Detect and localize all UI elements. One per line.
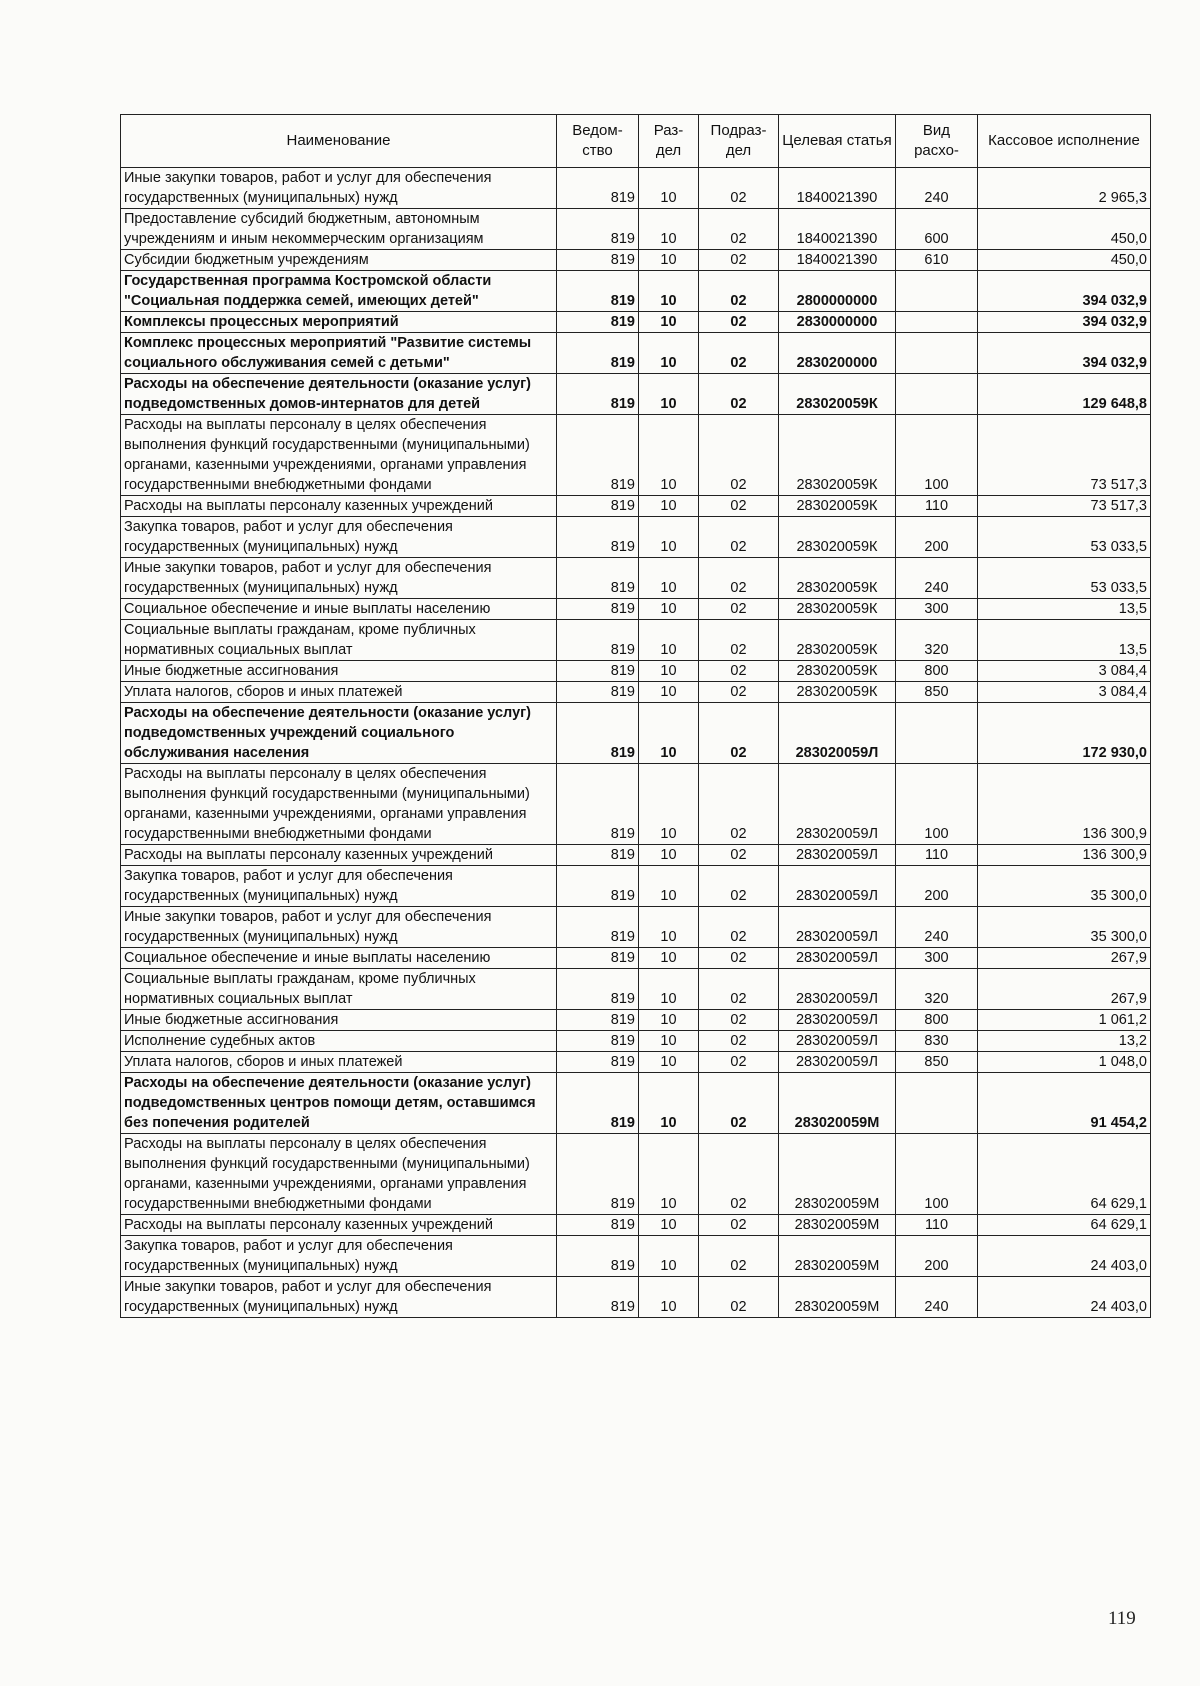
row-statya: 1840021390 xyxy=(779,209,896,250)
row-statya: 2800000000 xyxy=(779,271,896,312)
table-row xyxy=(121,312,1151,333)
row-name: Расходы на выплаты персоналу в целях обеспечения выполнения функций государственными (муниципальными) органами, казенными учреждениями, органами управления государственными внебюджетными фондами xyxy=(121,1134,557,1215)
table-row xyxy=(121,558,1151,599)
table-row xyxy=(121,1215,1151,1236)
row-vid: 240 xyxy=(896,907,978,948)
table-row xyxy=(121,1073,1151,1134)
row-name: Расходы на обеспечение деятельности (оказание услуг) подведомственных домов-интернатов для детей xyxy=(121,374,557,415)
row-amount: 2 965,3 xyxy=(978,168,1151,209)
row-amount: 172 930,0 xyxy=(978,703,1151,764)
row-vid: 830 xyxy=(896,1031,978,1052)
row-razdel: 10 xyxy=(639,620,699,661)
row-vid: 850 xyxy=(896,1052,978,1073)
header-statya: Целевая статья xyxy=(779,115,896,168)
table-row xyxy=(121,599,1151,620)
row-razdel: 10 xyxy=(639,599,699,620)
row-statya: 283020059Л xyxy=(779,703,896,764)
row-vedom: 819 xyxy=(557,1236,639,1277)
row-name: Иные закупки товаров, работ и услуг для обеспечения государственных (муниципальных) нужд xyxy=(121,558,557,599)
row-statya: 2830000000 xyxy=(779,312,896,333)
page-number: 119 xyxy=(1108,1608,1136,1629)
row-statya: 283020059К xyxy=(779,415,896,496)
row-podrazdel: 02 xyxy=(699,333,779,374)
row-vid xyxy=(896,271,978,312)
row-vedom: 819 xyxy=(557,271,639,312)
row-statya: 2830200000 xyxy=(779,333,896,374)
row-razdel: 10 xyxy=(639,682,699,703)
row-name: Уплата налогов, сборов и иных платежей xyxy=(121,1052,557,1073)
row-podrazdel: 02 xyxy=(699,1277,779,1318)
row-statya: 283020059К xyxy=(779,517,896,558)
row-statya: 283020059Л xyxy=(779,948,896,969)
row-razdel: 10 xyxy=(639,1052,699,1073)
row-razdel: 10 xyxy=(639,250,699,271)
row-podrazdel: 02 xyxy=(699,969,779,1010)
row-podrazdel: 02 xyxy=(699,1010,779,1031)
row-name: Закупка товаров, работ и услуг для обеспечения государственных (муниципальных) нужд xyxy=(121,866,557,907)
row-podrazdel: 02 xyxy=(699,1073,779,1134)
row-vedom: 819 xyxy=(557,620,639,661)
row-name: Предоставление субсидий бюджетным, автономным учреждениям и иным некоммерческим организациям xyxy=(121,209,557,250)
row-name: Расходы на выплаты персоналу казенных учреждений xyxy=(121,1215,557,1236)
row-name: Расходы на обеспечение деятельности (оказание услуг) подведомственных центров помощи детям, оставшимся без попечения родителей xyxy=(121,1073,557,1134)
header-name: Наименование xyxy=(121,115,557,168)
row-name: Исполнение судебных актов xyxy=(121,1031,557,1052)
row-amount: 13,2 xyxy=(978,1031,1151,1052)
table-row xyxy=(121,661,1151,682)
row-statya: 283020059К xyxy=(779,620,896,661)
row-vedom: 819 xyxy=(557,703,639,764)
row-statya: 283020059К xyxy=(779,682,896,703)
table-row xyxy=(121,415,1151,496)
row-vedom: 819 xyxy=(557,866,639,907)
row-vedom: 819 xyxy=(557,209,639,250)
row-razdel: 10 xyxy=(639,1010,699,1031)
document-sheet xyxy=(120,114,1150,1318)
row-amount: 24 403,0 xyxy=(978,1236,1151,1277)
row-vid: 240 xyxy=(896,168,978,209)
row-vedom: 819 xyxy=(557,1277,639,1318)
row-podrazdel: 02 xyxy=(699,948,779,969)
row-vid: 800 xyxy=(896,1010,978,1031)
row-podrazdel: 02 xyxy=(699,620,779,661)
row-vedom: 819 xyxy=(557,764,639,845)
row-vid xyxy=(896,374,978,415)
table-row xyxy=(121,374,1151,415)
row-razdel: 10 xyxy=(639,948,699,969)
row-razdel: 10 xyxy=(639,1277,699,1318)
row-amount: 13,5 xyxy=(978,599,1151,620)
table-row xyxy=(121,250,1151,271)
row-razdel: 10 xyxy=(639,1215,699,1236)
row-razdel: 10 xyxy=(639,374,699,415)
row-statya: 283020059М xyxy=(779,1277,896,1318)
row-statya: 283020059Л xyxy=(779,1010,896,1031)
row-podrazdel: 02 xyxy=(699,866,779,907)
row-vid xyxy=(896,312,978,333)
row-vedom: 819 xyxy=(557,558,639,599)
row-vid: 110 xyxy=(896,1215,978,1236)
row-razdel: 10 xyxy=(639,333,699,374)
table-row xyxy=(121,209,1151,250)
row-vid: 850 xyxy=(896,682,978,703)
row-razdel: 10 xyxy=(639,1236,699,1277)
row-statya: 283020059К xyxy=(779,599,896,620)
row-statya: 283020059Л xyxy=(779,866,896,907)
row-vid: 110 xyxy=(896,845,978,866)
row-amount: 394 032,9 xyxy=(978,333,1151,374)
row-vedom: 819 xyxy=(557,517,639,558)
row-amount: 1 048,0 xyxy=(978,1052,1151,1073)
row-name: Субсидии бюджетным учреждениям xyxy=(121,250,557,271)
row-statya: 283020059Л xyxy=(779,845,896,866)
row-vid: 100 xyxy=(896,1134,978,1215)
row-amount: 53 033,5 xyxy=(978,517,1151,558)
table-row xyxy=(121,682,1151,703)
row-name: Расходы на выплаты персоналу казенных учреждений xyxy=(121,845,557,866)
row-vid: 240 xyxy=(896,558,978,599)
row-razdel: 10 xyxy=(639,969,699,1010)
row-vedom: 819 xyxy=(557,845,639,866)
row-name: Закупка товаров, работ и услуг для обеспечения государственных (муниципальных) нужд xyxy=(121,517,557,558)
row-statya: 283020059М xyxy=(779,1236,896,1277)
row-vid: 200 xyxy=(896,517,978,558)
row-statya: 283020059М xyxy=(779,1073,896,1134)
row-name: Комплексы процессных мероприятий xyxy=(121,312,557,333)
row-podrazdel: 02 xyxy=(699,517,779,558)
row-statya: 283020059Л xyxy=(779,764,896,845)
row-razdel: 10 xyxy=(639,209,699,250)
row-amount: 3 084,4 xyxy=(978,682,1151,703)
row-podrazdel: 02 xyxy=(699,374,779,415)
row-statya: 283020059Л xyxy=(779,969,896,1010)
row-vedom: 819 xyxy=(557,1052,639,1073)
table-row xyxy=(121,1031,1151,1052)
row-name: Государственная программа Костромской области "Социальная поддержка семей, имеющих детей" xyxy=(121,271,557,312)
row-razdel: 10 xyxy=(639,1134,699,1215)
row-name: Иные закупки товаров, работ и услуг для обеспечения государственных (муниципальных) нужд xyxy=(121,168,557,209)
row-vid: 100 xyxy=(896,764,978,845)
row-name: Расходы на выплаты персоналу казенных учреждений xyxy=(121,496,557,517)
row-podrazdel: 02 xyxy=(699,312,779,333)
row-vid: 320 xyxy=(896,969,978,1010)
row-amount: 35 300,0 xyxy=(978,907,1151,948)
row-amount: 394 032,9 xyxy=(978,312,1151,333)
row-name: Закупка товаров, работ и услуг для обеспечения государственных (муниципальных) нужд xyxy=(121,1236,557,1277)
row-podrazdel: 02 xyxy=(699,703,779,764)
row-name: Иные бюджетные ассигнования xyxy=(121,661,557,682)
row-name: Иные закупки товаров, работ и услуг для обеспечения государственных (муниципальных) нужд xyxy=(121,1277,557,1318)
row-razdel: 10 xyxy=(639,517,699,558)
table-row xyxy=(121,866,1151,907)
row-statya: 1840021390 xyxy=(779,168,896,209)
row-vid: 320 xyxy=(896,620,978,661)
row-amount: 267,9 xyxy=(978,969,1151,1010)
row-podrazdel: 02 xyxy=(699,168,779,209)
row-statya: 283020059К xyxy=(779,496,896,517)
row-razdel: 10 xyxy=(639,1073,699,1134)
row-podrazdel: 02 xyxy=(699,415,779,496)
row-vid: 300 xyxy=(896,599,978,620)
row-vedom: 819 xyxy=(557,948,639,969)
table-row xyxy=(121,333,1151,374)
header-amount: Кассовое исполнение xyxy=(978,115,1151,168)
row-razdel: 10 xyxy=(639,866,699,907)
row-amount: 13,5 xyxy=(978,620,1151,661)
row-amount: 450,0 xyxy=(978,209,1151,250)
row-vedom: 819 xyxy=(557,1010,639,1031)
table-header-row xyxy=(121,115,1151,168)
row-vedom: 819 xyxy=(557,1073,639,1134)
row-statya: 283020059К xyxy=(779,558,896,599)
header-vedom: Ведом-ство xyxy=(557,115,639,168)
header-vid: Вид расхо- xyxy=(896,115,978,168)
row-amount: 73 517,3 xyxy=(978,415,1151,496)
row-podrazdel: 02 xyxy=(699,845,779,866)
row-name: Социальные выплаты гражданам, кроме публичных нормативных социальных выплат xyxy=(121,620,557,661)
header-podrazdel: Подраз-дел xyxy=(699,115,779,168)
row-amount: 91 454,2 xyxy=(978,1073,1151,1134)
row-vedom: 819 xyxy=(557,682,639,703)
row-name: Расходы на выплаты персоналу в целях обеспечения выполнения функций государственными (муниципальными) органами, казенными учреждениями, органами управления государственными внебюджетными фондами xyxy=(121,764,557,845)
row-statya: 283020059М xyxy=(779,1215,896,1236)
row-vid: 200 xyxy=(896,1236,978,1277)
row-statya: 283020059Л xyxy=(779,1052,896,1073)
row-name: Расходы на обеспечение деятельности (оказание услуг) подведомственных учреждений социального обслуживания населения xyxy=(121,703,557,764)
row-vedom: 819 xyxy=(557,907,639,948)
row-razdel: 10 xyxy=(639,661,699,682)
table-row xyxy=(121,845,1151,866)
row-amount: 24 403,0 xyxy=(978,1277,1151,1318)
row-podrazdel: 02 xyxy=(699,661,779,682)
row-podrazdel: 02 xyxy=(699,1031,779,1052)
row-vedom: 819 xyxy=(557,312,639,333)
row-amount: 64 629,1 xyxy=(978,1134,1151,1215)
row-amount: 129 648,8 xyxy=(978,374,1151,415)
row-name: Социальное обеспечение и иные выплаты населению xyxy=(121,599,557,620)
row-amount: 450,0 xyxy=(978,250,1151,271)
row-vedom: 819 xyxy=(557,969,639,1010)
row-amount: 64 629,1 xyxy=(978,1215,1151,1236)
row-vedom: 819 xyxy=(557,496,639,517)
row-vid: 800 xyxy=(896,661,978,682)
row-razdel: 10 xyxy=(639,907,699,948)
row-amount: 136 300,9 xyxy=(978,845,1151,866)
table-row xyxy=(121,496,1151,517)
row-name: Комплекс процессных мероприятий "Развитие системы социального обслуживания семей с детьми" xyxy=(121,333,557,374)
row-vedom: 819 xyxy=(557,333,639,374)
row-amount: 1 061,2 xyxy=(978,1010,1151,1031)
row-vid: 240 xyxy=(896,1277,978,1318)
row-amount: 73 517,3 xyxy=(978,496,1151,517)
row-razdel: 10 xyxy=(639,558,699,599)
row-podrazdel: 02 xyxy=(699,250,779,271)
table-row xyxy=(121,764,1151,845)
table-row xyxy=(121,1277,1151,1318)
row-name: Социальные выплаты гражданам, кроме публичных нормативных социальных выплат xyxy=(121,969,557,1010)
table-row xyxy=(121,948,1151,969)
row-podrazdel: 02 xyxy=(699,209,779,250)
row-podrazdel: 02 xyxy=(699,907,779,948)
table-row xyxy=(121,271,1151,312)
row-podrazdel: 02 xyxy=(699,271,779,312)
row-vid: 600 xyxy=(896,209,978,250)
row-name: Расходы на выплаты персоналу в целях обеспечения выполнения функций государственными (муниципальными) органами, казенными учреждениями, органами управления государственными внебюджетными фондами xyxy=(121,415,557,496)
row-statya: 283020059Л xyxy=(779,907,896,948)
header-razdel: Раз-дел xyxy=(639,115,699,168)
row-statya: 283020059Л xyxy=(779,1031,896,1052)
row-vid: 300 xyxy=(896,948,978,969)
row-statya: 283020059М xyxy=(779,1134,896,1215)
row-podrazdel: 02 xyxy=(699,1134,779,1215)
row-vedom: 819 xyxy=(557,1031,639,1052)
row-name: Иные бюджетные ассигнования xyxy=(121,1010,557,1031)
row-vid: 100 xyxy=(896,415,978,496)
row-razdel: 10 xyxy=(639,168,699,209)
row-name: Социальное обеспечение и иные выплаты населению xyxy=(121,948,557,969)
row-vedom: 819 xyxy=(557,661,639,682)
row-vid xyxy=(896,703,978,764)
table-row xyxy=(121,620,1151,661)
row-podrazdel: 02 xyxy=(699,496,779,517)
row-vid: 110 xyxy=(896,496,978,517)
row-razdel: 10 xyxy=(639,271,699,312)
table-row xyxy=(121,703,1151,764)
table-row xyxy=(121,168,1151,209)
row-name: Иные закупки товаров, работ и услуг для обеспечения государственных (муниципальных) нужд xyxy=(121,907,557,948)
row-statya: 1840021390 xyxy=(779,250,896,271)
table-row xyxy=(121,1134,1151,1215)
table-body xyxy=(121,168,1151,1318)
row-razdel: 10 xyxy=(639,845,699,866)
row-vedom: 819 xyxy=(557,374,639,415)
row-podrazdel: 02 xyxy=(699,599,779,620)
row-razdel: 10 xyxy=(639,312,699,333)
table-row xyxy=(121,1236,1151,1277)
row-razdel: 10 xyxy=(639,764,699,845)
row-razdel: 10 xyxy=(639,1031,699,1052)
row-podrazdel: 02 xyxy=(699,1236,779,1277)
table-row xyxy=(121,517,1151,558)
row-podrazdel: 02 xyxy=(699,558,779,599)
row-podrazdel: 02 xyxy=(699,764,779,845)
row-podrazdel: 02 xyxy=(699,1052,779,1073)
row-statya: 283020059К xyxy=(779,374,896,415)
row-podrazdel: 02 xyxy=(699,682,779,703)
row-razdel: 10 xyxy=(639,703,699,764)
row-razdel: 10 xyxy=(639,496,699,517)
row-statya: 283020059К xyxy=(779,661,896,682)
row-amount: 53 033,5 xyxy=(978,558,1151,599)
row-razdel: 10 xyxy=(639,415,699,496)
row-podrazdel: 02 xyxy=(699,1215,779,1236)
row-amount: 35 300,0 xyxy=(978,866,1151,907)
row-vedom: 819 xyxy=(557,1134,639,1215)
row-vedom: 819 xyxy=(557,599,639,620)
row-amount: 3 084,4 xyxy=(978,661,1151,682)
row-vid: 200 xyxy=(896,866,978,907)
row-amount: 267,9 xyxy=(978,948,1151,969)
row-vedom: 819 xyxy=(557,250,639,271)
row-vedom: 819 xyxy=(557,415,639,496)
row-name: Уплата налогов, сборов и иных платежей xyxy=(121,682,557,703)
row-amount: 394 032,9 xyxy=(978,271,1151,312)
row-vedom: 819 xyxy=(557,1215,639,1236)
table-row xyxy=(121,1052,1151,1073)
row-vid: 610 xyxy=(896,250,978,271)
row-vedom: 819 xyxy=(557,168,639,209)
table-row xyxy=(121,1010,1151,1031)
table-row xyxy=(121,907,1151,948)
budget-table xyxy=(120,114,1151,1318)
row-vid xyxy=(896,1073,978,1134)
row-amount: 136 300,9 xyxy=(978,764,1151,845)
row-vid xyxy=(896,333,978,374)
table-row xyxy=(121,969,1151,1010)
